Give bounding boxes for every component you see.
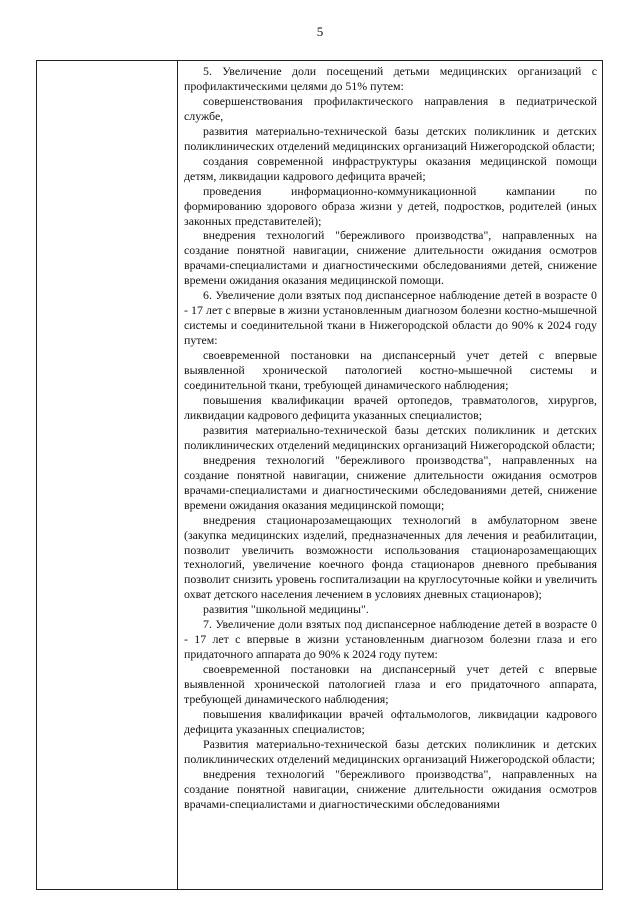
paragraph: повышения квалификации врачей офтальмологов, ликвидации кадрового дефицита указанных специалистов; [184, 706, 597, 736]
paragraph: внедрения технологий "бережливого производства", направленных на создание понятной навигации, снижение длительности ожидания осмотров врачами-специалистами и диагностическими обследованиями детей, снижение времени ожидания оказания медицинской помощи; [184, 452, 597, 512]
paragraph: внедрения технологий "бережливого производства", направленных на создание понятной навигации, снижение длительности ожидания осмотров врачами-специалистами и диагностическими обследованиями детей, снижение времени ожидания оказания медицинской помощи. [184, 228, 597, 288]
paragraph: создания современной инфраструктуры оказания медицинской помощи детям, ликвидации кадрового дефицита врачей; [184, 153, 597, 183]
paragraph: внедрения стационарозамещающих технологий в амбулаторном звене (закупка медицинских изделий, предназначенных для лечения и реабилитации, позволит увеличить возможности использования стационарозамещающих технологий, увеличение коечного фонда стационаров дневного пребывания позволит снизить уровень госпитализации на круглосуточные койки и увеличить охват детского населения лечением в условиях дневных стационаров); [184, 512, 597, 602]
paragraph: развития "школьной медицины". [203, 602, 369, 617]
paragraph: совершенствования профилактического направления в педиатрической службе, [184, 93, 597, 123]
paragraph: проведения информационно-коммуникационной кампании по формированию здорового образа жизни у детей, подростков, родителей (иных законных представителей); [184, 183, 597, 228]
page-number: 5 [316, 24, 324, 39]
table-right-column [178, 61, 602, 889]
paragraph: своевременной постановки на диспансерный учет детей с впервые выявленной хронической патологией глаза и его придаточного аппарата, требующей динамического наблюдения; [184, 662, 597, 707]
paragraph: 6. Увеличение доли взятых под диспансерное наблюдение детей в возрасте 0 - 17 лет с впервые в жизни установленным диагнозом болезни костно-мышечной системы и соединительной ткани в Нижегородской области до 90% к 2024 году путем: [184, 288, 597, 348]
paragraph: развития материально-технической базы детских поликлиник и детских поликлинических отделений медицинских организаций Нижегородской области; [184, 123, 597, 153]
paragraph: 5. Увеличение доли посещений детьми медицинских организаций с профилактическими целями до 51% путем: [184, 64, 597, 93]
paragraph: внедрения технологий "бережливого производства", направленных на создание понятной навигации, снижение длительности ожидания осмотров врачами-специалистами и диагностическими обследованиями [184, 766, 597, 811]
paragraph: 7. Увеличение доли взятых под диспансерное наблюдение детей в возрасте 0 - 17 лет с впервые в жизни установленным диагнозом болезни глаза и его придаточного аппарата до 90% к 2024 году путем: [184, 617, 597, 662]
paragraph: повышения квалификации врачей ортопедов, травматологов, хирургов, ликвидации кадрового дефицита указанных специалистов; [184, 392, 597, 422]
paragraph: развития материально-технической базы детских поликлиник и детских поликлинических отделений медицинских организаций Нижегородской области; [184, 422, 597, 452]
document-table [36, 60, 603, 890]
table-left-column [37, 61, 178, 889]
paragraph: своевременной постановки на диспансерный учет детей с впервые выявленной хронической патологией костно-мышечной системы и соединительной ткани, требующей динамического наблюдения; [184, 348, 597, 393]
paragraph: Развития материально-технической базы детских поликлиник и детских поликлинических отделений медицинских организаций Нижегородской области; [184, 736, 597, 766]
